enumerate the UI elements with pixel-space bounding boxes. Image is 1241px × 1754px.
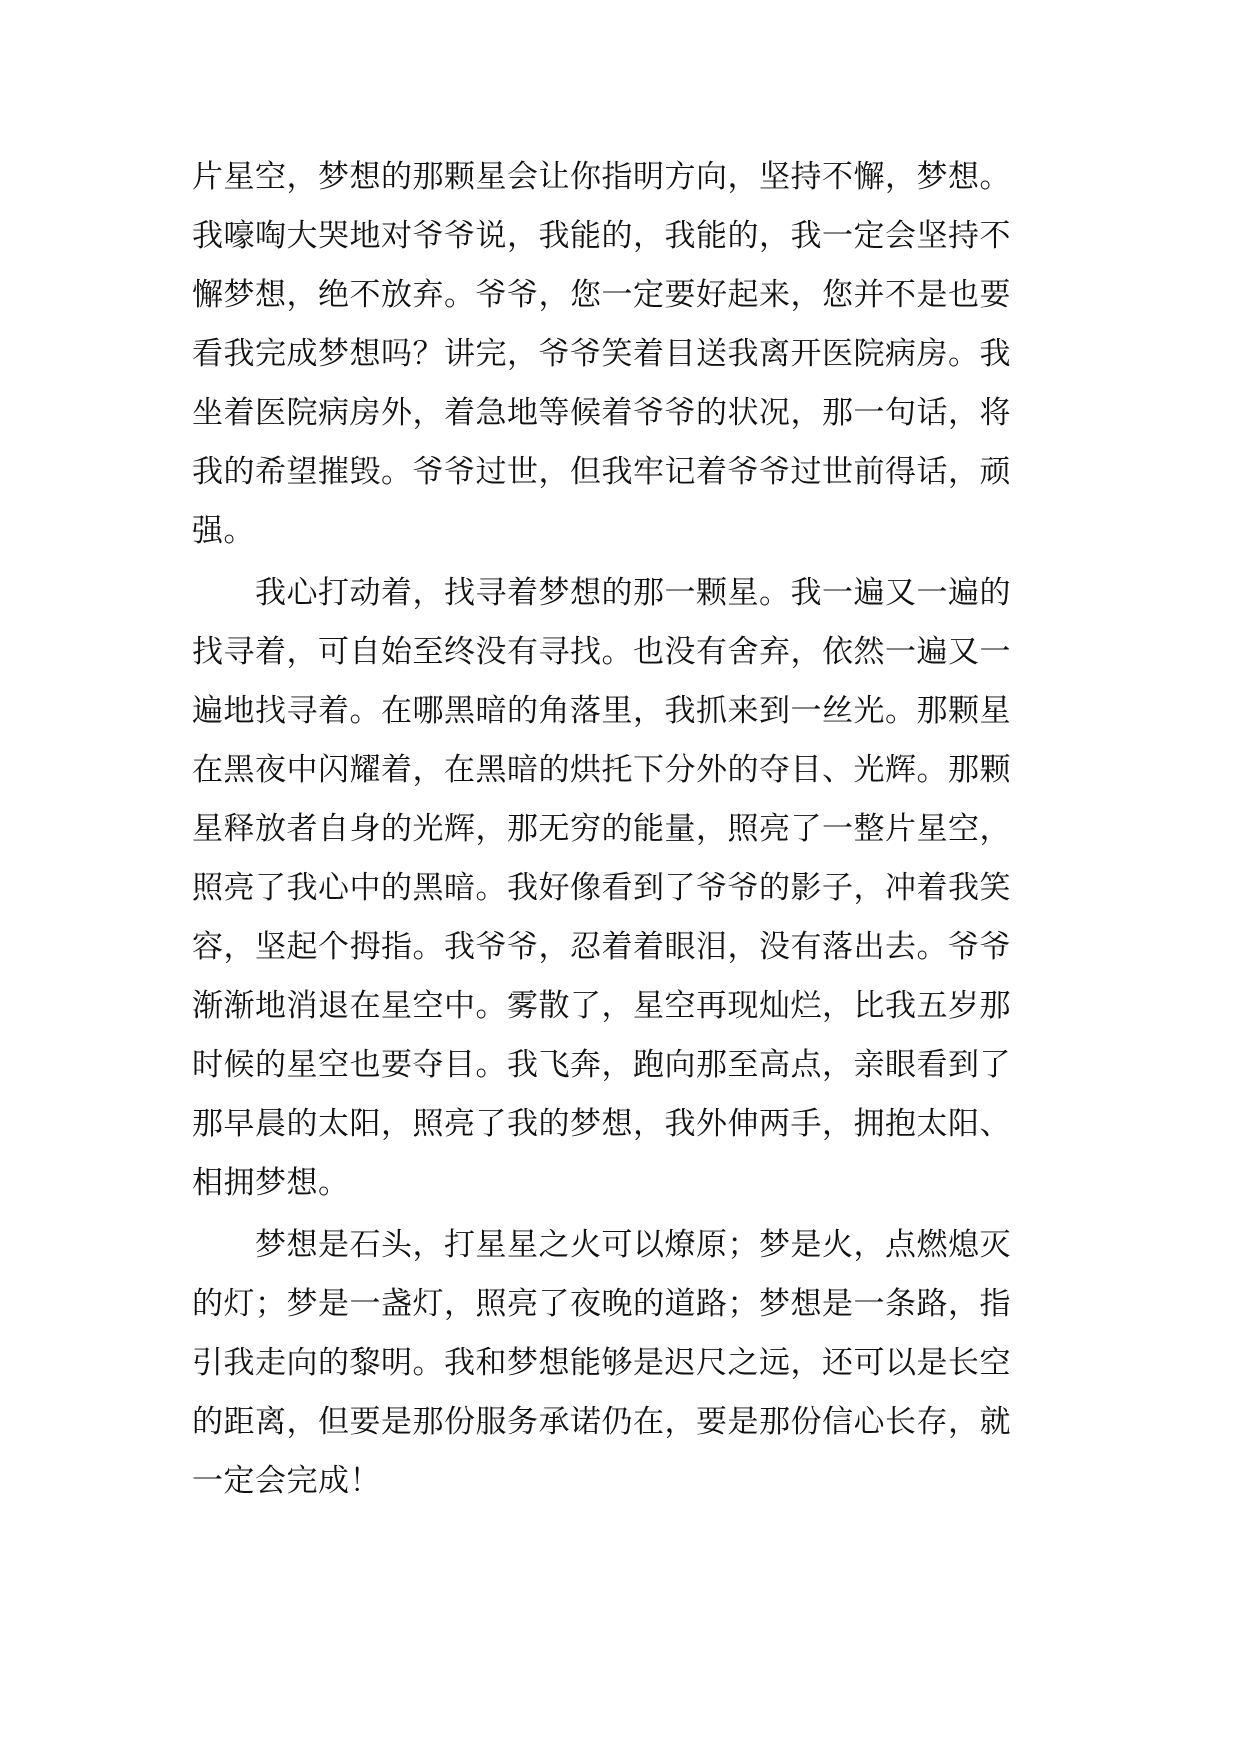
text-line: 照亮了我心中的黑暗。我好像看到了爷爷的影子，冲着我笑 [192,870,1011,906]
text-line: 片星空，梦想的那颗星会让你指明方向，坚持不懈，梦想。 [192,159,1011,195]
document-body [192,158,1072,1521]
text-line: 我的希望摧毁。爷爷过世，但我牢记着爷爷过世前得话，顽 [192,454,1011,490]
text-line: 容，坚起个拇指。我爷爷，忍着着眼泪，没有落出去。爷爷 [192,929,1011,965]
text-line: 相拥梦想。 [192,1165,350,1201]
text-line: 在黑夜中闪耀着，在黑暗的烘托下分外的夺目、光辉。那颗 [192,752,1011,788]
paragraph [192,574,1072,1202]
text-line: 星释放者自身的光辉，那无穷的能量，照亮了一整片星空， [192,811,1011,847]
text-line: 我嚎啕大哭地对爷爷说，我能的，我能的，我一定会坚持不 [192,218,1011,254]
text-line: 遍地找寻着。在哪黑暗的角落里，我抓来到一丝光。那颗星 [192,693,1011,729]
paragraph [192,158,1072,550]
text-line: 找寻着，可自始至终没有寻找。也没有舍弃，依然一遍又一 [192,634,1011,670]
text-line: 懈梦想，绝不放弃。爷爷，您一定要好起来，您并不是也要 [192,277,1011,313]
text-line: 渐渐地消退在星空中。雾散了，星空再现灿烂，比我五岁那 [192,988,1011,1024]
text-line: 看我完成梦想吗？讲完，爷爷笑着目送我离开医院病房。我 [192,336,1011,372]
text-line: 我心打动着，找寻着梦想的那一颗星。我一遍又一遍的 [192,575,1011,611]
text-line: 坐着医院病房外，着急地等候着爷爷的状况，那一句话，将 [192,395,1011,431]
paragraph [192,1226,1072,1500]
text-line: 时候的星空也要夺目。我飞奔，跑向那至高点，亲眼看到了 [192,1047,1011,1083]
text-line: 的灯；梦是一盏灯，照亮了夜晚的道路；梦想是一条路，指 [192,1286,1011,1322]
text-line: 引我走向的黎明。我和梦想能够是迟尺之远，还可以是长空 [192,1345,1011,1381]
text-line: 那早晨的太阳，照亮了我的梦想，我外伸两手，拥抱太阳、 [192,1106,1011,1142]
text-line: 一定会完成！ [192,1463,381,1499]
text-line: 的距离，但要是那份服务承诺仍在，要是那份信心长存，就 [192,1404,1011,1440]
text-line: 梦想是石头，打星星之火可以燎原；梦是火，点燃熄灭 [192,1227,1011,1263]
text-line: 强。 [192,513,255,549]
